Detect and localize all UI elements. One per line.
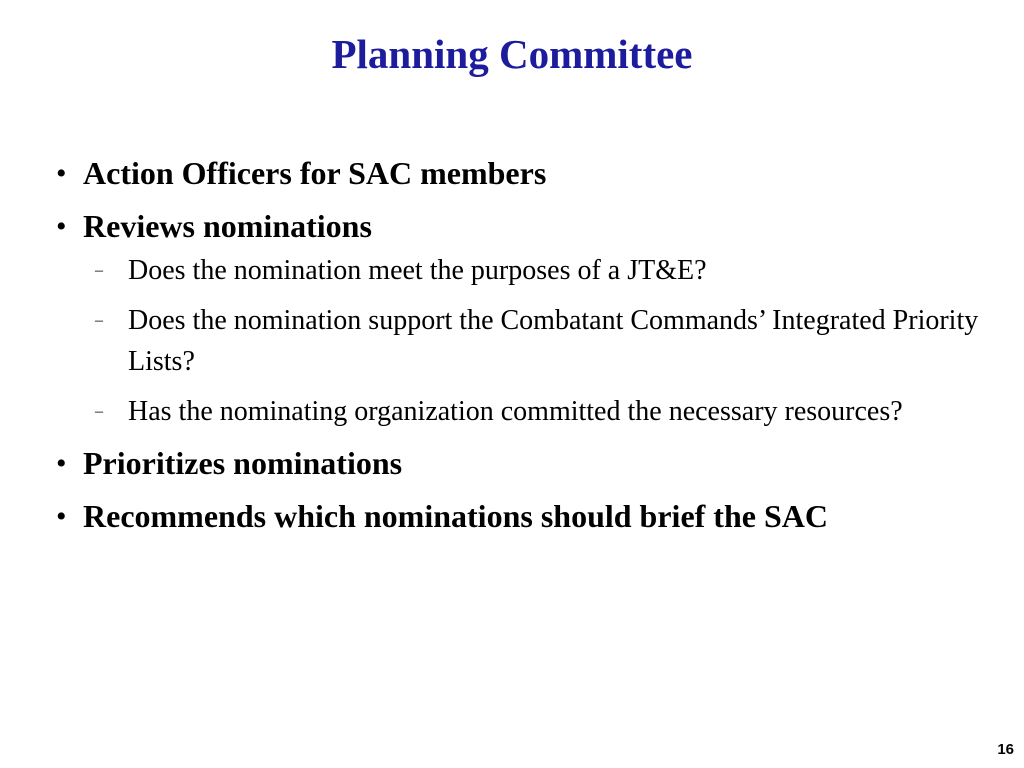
bullet-text: Reviews nominations — [83, 208, 372, 244]
sub-bullet-text: Has the nominating organization committed the necessary resources? — [128, 396, 903, 427]
sub-bullet-item — [83, 391, 996, 432]
bullet-item — [56, 495, 996, 538]
bullet-item — [56, 152, 996, 195]
bullet-item — [56, 205, 996, 432]
sub-bullet-item — [83, 300, 996, 382]
page-number: 16 — [997, 741, 1014, 758]
bullet-icon: • — [56, 157, 67, 190]
sub-bullet-text: Does the nomination support the Combatant Commands’ Integrated Priority Lists? — [128, 305, 979, 377]
bullet-icon: • — [56, 447, 67, 480]
bullet-text: Prioritizes nominations — [83, 445, 403, 481]
sub-bullet-item — [83, 250, 996, 291]
bullet-text: Action Officers for SAC members — [83, 155, 547, 191]
bullet-text: Recommends which nominations should brief the SAC — [83, 498, 828, 534]
bullet-list — [56, 152, 996, 548]
bullet-icon: • — [56, 210, 67, 243]
bullet-item — [56, 442, 996, 485]
slide-title: Planning Committee — [331, 31, 693, 77]
dash-icon: – — [95, 262, 103, 279]
dash-icon: – — [95, 403, 103, 420]
sub-bullet-list — [83, 250, 996, 432]
dash-icon: – — [95, 312, 103, 329]
bullet-icon: • — [56, 500, 67, 533]
sub-bullet-text: Does the nomination meet the purposes of a JT&E? — [128, 255, 707, 286]
